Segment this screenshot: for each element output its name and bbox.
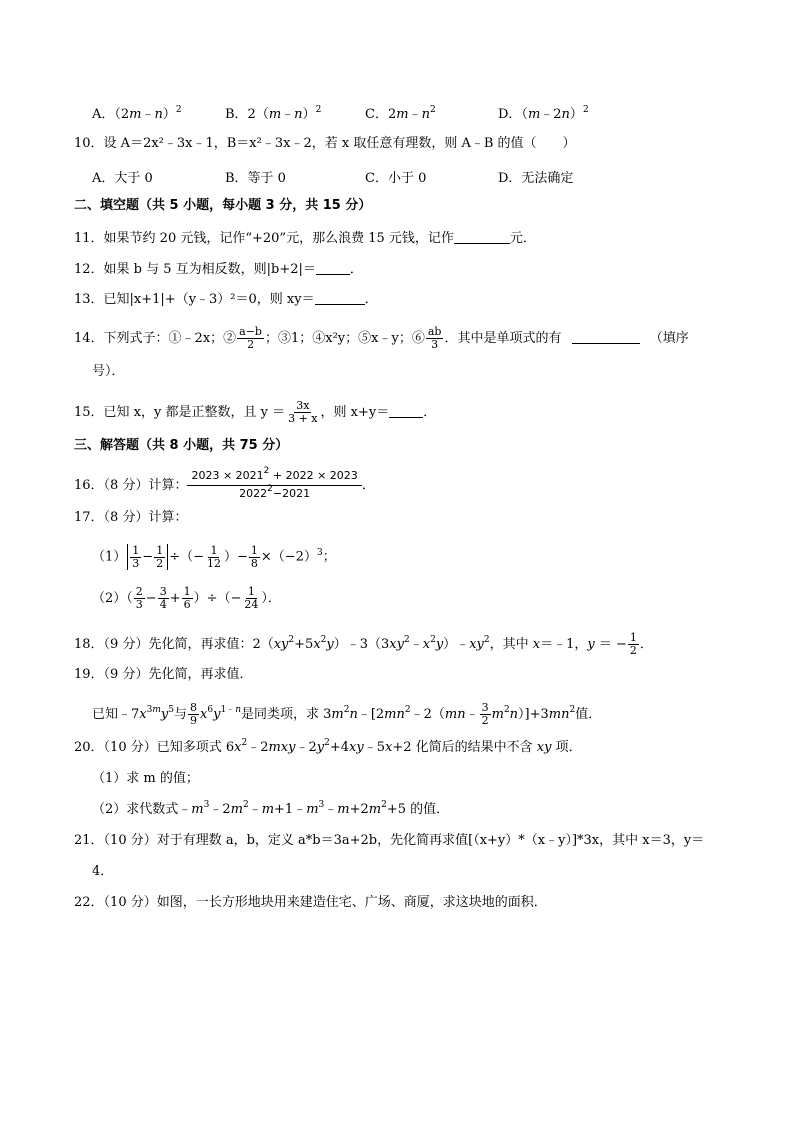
q11	[74, 231, 536, 247]
q11-text-end: 元．	[509, 231, 536, 246]
section-heading-fill-in: 二、填空题（共 5 小题，每小题 3 分，共 15 分）	[74, 198, 372, 213]
q10-option-d: D．无法确定	[498, 171, 574, 186]
q18: 18．（9 分）先化简，再求值：$2(xy^2+5x^2y)﹣3(3xy^2﹣x^2y)﹣xy^2$，其中 x＝﹣1，y ＝ − $\frac{1}{2}$ ．	[74, 631, 653, 657]
q20-part2: （2）求代数式$﹣m^3﹣2m^2﹣m+1﹣m^3﹣m+2m^2+5$ 的值．	[92, 800, 450, 817]
q14-text-tail: （填序	[649, 331, 689, 346]
q16-fraction: $\frac{2023 \times 2021^2 + 2022 \times 2023}{2022^2-2021}$	[187, 468, 361, 503]
q16-text: 16．（8 分）计算：	[74, 478, 188, 493]
q11-text: 11．如果节约 20 元钱，记作“+20”元，那么浪费 15 元钱，记作	[74, 231, 454, 246]
q19-title: 19．（9 分）先化简，再求值．	[74, 667, 253, 682]
q15	[74, 400, 436, 425]
q15-fraction: $\frac{3x}{3 + x}$	[288, 399, 318, 425]
q14-fraction-a-minus-b: $\frac{a-b}{2}$	[239, 325, 262, 351]
q13	[74, 292, 378, 308]
q10-stem: 10．设 A＝2x²﹣3x﹣1，B＝x²﹣3x﹣2，若 x 取任意有理数，则 A﹣B 的值（ ）	[74, 136, 576, 151]
q17-part1: （1） $\frac{1}{3}$ − $\frac{1}{2}$ ÷（− $\frac{1}{12}$ ）− $\frac{1}{8}$ $\times(-2)^3$；	[92, 543, 336, 570]
q13-text-end: ．	[364, 292, 378, 307]
q14-text-mid: ；③1；④x²y；⑤x﹣y；⑥	[264, 331, 425, 346]
q20-title: 20．（10 分）已知多项式 $6x^2﹣2mxy﹣2y^2+4xy﹣5x+2$ 化简后的结果中不含 xy 项．	[74, 738, 582, 755]
q14-text: 14．下列式子：①﹣2x；②	[74, 331, 237, 346]
q20-part1: （1）求 m 的值；	[92, 771, 199, 786]
q9-option-c: C．$2m﹣n^2$	[365, 105, 436, 122]
q14-line2: 号）．	[92, 364, 125, 379]
q14-text-post: ．其中是单项式的有	[444, 331, 562, 346]
q11-answer-blank[interactable]	[454, 231, 510, 244]
q13-answer-blank[interactable]	[315, 292, 365, 305]
q13-text: 13．已知|x+1|+（y﹣3）²＝0，则 xy＝	[74, 292, 315, 307]
q16	[74, 468, 375, 503]
q16-text-end: ．	[361, 478, 375, 493]
q22: 22．（10 分）如图，一长方形地块用来建造住宅、广场、商厦，求这块地的面积．	[74, 895, 547, 910]
q9-option-b: B．2（m﹣n）$^2$	[225, 105, 322, 122]
q15-text: 15．已知 x，y 都是正整数，且 y ＝	[74, 405, 286, 420]
q17-part2: （2）（ $\frac{2}{3}$ − $\frac{3}{4}$ + $\frac{1}{6}$ ）÷（− $\frac{1}{24}$ ）．	[92, 585, 281, 611]
q19-text: 已知$﹣7x^{3m}y^5$与 $\frac{8}{9}$ $x^6y^{1﹣n}$是同类项，求 $3m^2n﹣[2mn^2﹣2(mn﹣$ $\frac{3}{2}$ $m^2n)]+3mn^2$值．	[92, 701, 602, 727]
q15-text-post: ，则 x+y＝	[320, 405, 390, 420]
q14-fraction-ab: $\frac{ab}{3}$	[427, 325, 442, 351]
q10-option-b: B．等于 0	[225, 171, 286, 186]
q15-text-end: ．	[423, 405, 437, 420]
q12-text: 12．如果 b 与 5 互为相反数，则|b+2|＝	[74, 262, 316, 277]
q21-line1: 21．（10 分）对于有理数 a，b，定义 a*b＝3a+2b，先化简再求值[（x+y）*（x﹣y）]*3x，其中 x＝3，y＝	[74, 833, 705, 848]
q10-option-c: C．小于 0	[365, 171, 427, 186]
q21-line2: 4．	[92, 864, 114, 879]
q14	[74, 326, 689, 351]
q9-option-d: D．（m﹣2n）$^2$	[498, 105, 589, 122]
q10-option-a: A．大于 0	[92, 171, 153, 186]
q9-option-a: A．（2m﹣n）$^2$	[92, 105, 182, 122]
q12-answer-blank[interactable]	[316, 262, 350, 275]
q14-answer-blank[interactable]	[572, 331, 640, 344]
q12-text-end: ．	[349, 262, 363, 277]
q12	[74, 262, 363, 278]
section-heading-solve: 三、解答题（共 8 小题，共 75 分）	[74, 438, 289, 453]
q15-answer-blank[interactable]	[389, 405, 423, 418]
q17-title: 17．（8 分）计算：	[74, 510, 188, 525]
